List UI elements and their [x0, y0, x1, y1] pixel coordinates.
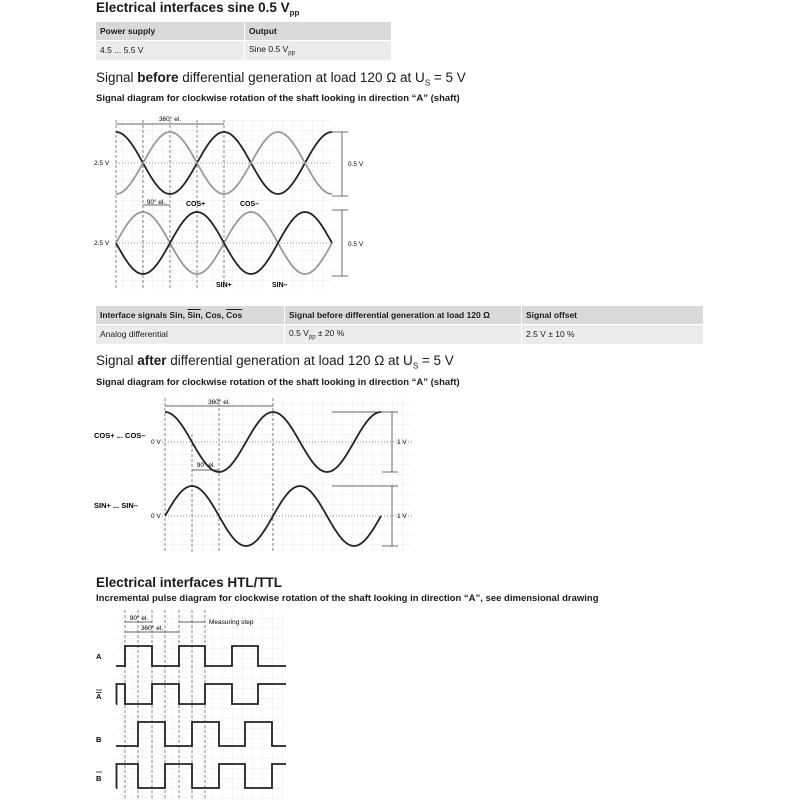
table-cell: 2.5 V ± 10 %	[522, 325, 704, 344]
cos-plus-label: COS+	[186, 201, 206, 208]
measuring-step-label: Measuring step	[209, 619, 254, 626]
htl-caption: Incremental pulse diagram for clockwise rotation of the shaft looking in direction “A”, see dimensional drawing	[96, 593, 599, 604]
channel-a-bar-label: A	[96, 692, 102, 701]
sin-minus-label: SIN–	[272, 282, 288, 289]
after-heading: Signal after differential generation at load 120 Ω at $U_S = 5$ V	[96, 353, 454, 371]
amplitude-label: 0.5 V	[348, 161, 364, 168]
table-header: Signal before differential generation at load 120 Ω	[285, 306, 522, 325]
htl-title: Electrical interfaces HTL/TTL	[96, 575, 283, 590]
level-label: 2.5 V	[94, 240, 110, 247]
section-sine-title: Electrical interfaces sine 0.5 $V_{pp}$	[96, 0, 300, 18]
level-label: 2.5 V	[94, 160, 110, 167]
table-header: Interface signals Sin, $\overline{Sin}$, Cos, $\overline{Cos}$	[96, 306, 285, 325]
power-output-table	[96, 22, 391, 60]
period-label: 360° el.	[207, 399, 231, 406]
table-cell: Sine 0.5 $V_{pp}$	[245, 41, 392, 60]
channel-b-label: B	[96, 735, 102, 744]
phase-label: 90° el.	[129, 615, 149, 622]
cos-minus-label: COS–	[240, 201, 260, 208]
sin-plus-label: SIN+	[216, 282, 232, 289]
amplitude-label: 0.5 V	[348, 241, 364, 248]
table-cell: 0.5 $V_{pp} \pm 20$ %	[285, 325, 522, 344]
before-caption: Signal diagram for clockwise rotation of the shaft looking in direction “A” (shaft)	[96, 93, 460, 104]
table-cell: 4.5 ... 5.5 V	[96, 41, 245, 60]
channel-a-label: A	[96, 652, 102, 661]
phase-label: 90° el.	[146, 199, 166, 206]
amplitude-label: 1 V	[397, 439, 407, 446]
pulse-diagram	[92, 608, 302, 800]
cos-signal-label: COS+ ... COS–	[94, 431, 146, 440]
before-heading: Signal before differential generation at load 120 Ω at $U_S = 5$ V	[96, 70, 466, 88]
table-header: Signal offset	[522, 306, 704, 325]
zero-label: 0 V	[151, 513, 161, 520]
interface-signals-table	[96, 306, 703, 344]
before-signal-diagram	[92, 110, 382, 300]
after-signal-diagram	[92, 394, 422, 554]
amplitude-label: 1 V	[397, 513, 407, 520]
table-cell: Analog differential	[96, 325, 285, 344]
after-caption: Signal diagram for clockwise rotation of the shaft looking in direction “A” (shaft)	[96, 377, 460, 388]
sin-signal-label: SIN+ ... SIN–	[94, 501, 138, 510]
table-header: Output	[245, 22, 392, 41]
channel-b-bar-label: B	[96, 774, 102, 783]
phase-label: 90° el.	[196, 462, 216, 469]
period-label: 360° el.	[140, 625, 164, 632]
table-header: Power supply	[96, 22, 245, 41]
period-label: 360° el.	[158, 116, 182, 123]
zero-label: 0 V	[151, 439, 161, 446]
